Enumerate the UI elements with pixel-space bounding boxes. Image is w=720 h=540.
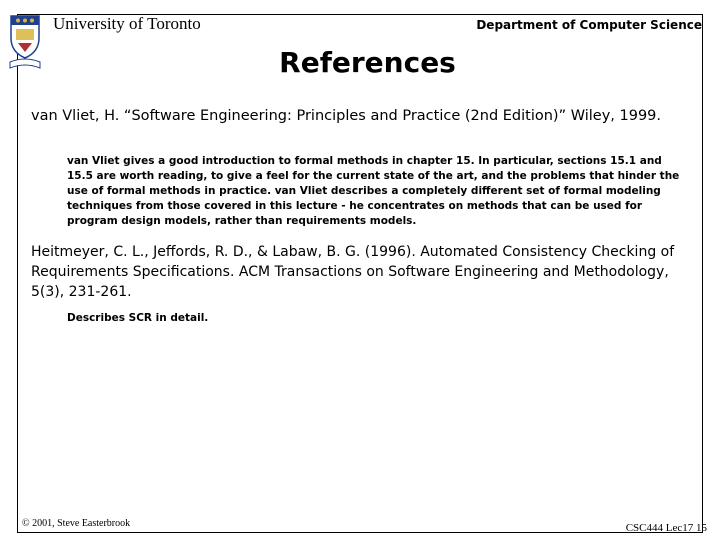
reference-note: Describes SCR in detail. [67, 312, 209, 324]
department-name: Department of Computer Science [476, 18, 702, 32]
university-name: University of Toronto [53, 14, 201, 33]
reference-citation: Heitmeyer, C. L., Jeffords, R. D., & Labaw, B. G. (1996). Automated Consistency Checking of Requirements Specifications. ACM Transactions on Software Engineering and Methodology, 5(3), 231-261. [31, 244, 675, 300]
footer-course-page: CSC444 Lec17 15 [625, 522, 707, 534]
reference-citation: van Vliet, H. “Software Engineering: Principles and Practice (2nd Edition)” Wiley, 1999. [31, 108, 662, 124]
footer-copyright: © 2001, Steve Easterbrook [22, 518, 131, 529]
reference-note: van Vliet gives a good introduction to formal methods in chapter 15. In particular, sections 15.1 and 15.5 are worth reading, to give a feel for the current state of the art, and the problems that hinder the use of formal methods in practice. van Vliet describes a completely different set of formal modeling techniques from those covered in this lecture - he concentrates on methods that can be used for program design models, rather than requirements models. [67, 155, 680, 227]
slide-title: References [279, 46, 456, 79]
